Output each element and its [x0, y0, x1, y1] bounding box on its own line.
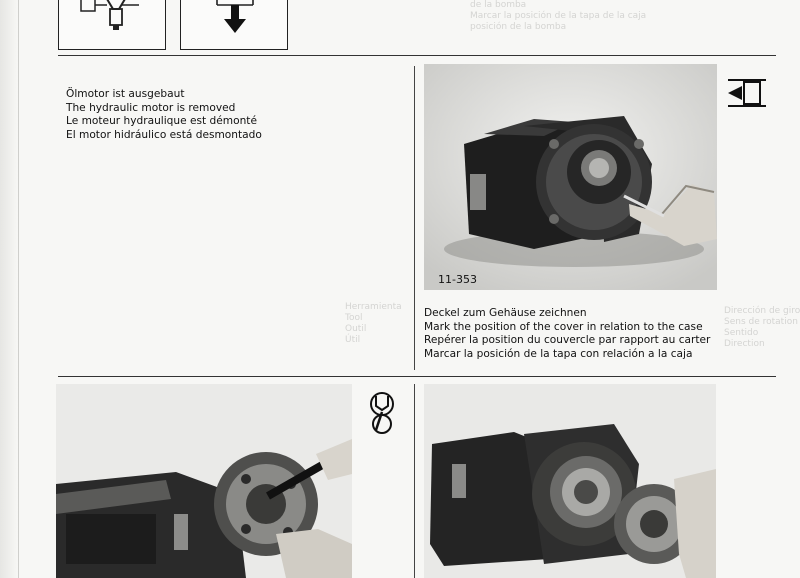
column-divider-upper — [414, 66, 415, 370]
caption-line-fr: Le moteur hydraulique est démonté — [66, 115, 257, 128]
column-divider-lower — [414, 384, 415, 578]
page-edge — [0, 0, 18, 578]
rule-middle — [58, 376, 776, 377]
rule-top — [58, 55, 776, 56]
tool-icon-wrap — [362, 390, 400, 440]
photo-mark-cover-drawing — [424, 64, 717, 290]
photo-remove-cover-screws — [56, 384, 352, 578]
bleed-line: Sens de rotation — [724, 317, 798, 327]
top-left-icon-box — [58, 0, 166, 50]
mark-arrow-icon — [726, 76, 768, 112]
downward-arrow-icon — [181, 0, 287, 49]
caption-line-en: Mark the position of the cover in relation to the case — [424, 320, 703, 333]
bleed-line: Tool — [345, 313, 363, 323]
caption-line-en: The hydraulic motor is removed — [66, 101, 236, 114]
caption-line-fr: Repérer la position du couvercle par rapport au carter — [424, 334, 711, 347]
caption-line-de: Deckel zum Gehäuse zeichnen — [424, 307, 587, 319]
bleed-through-top-right — [470, 0, 646, 33]
caption-motor-removed — [66, 88, 262, 142]
bleed-line: Dirección de giro — [724, 306, 800, 316]
bleed-line: posición de la bomba — [470, 22, 567, 32]
bleed-line: Herramienta — [345, 302, 402, 312]
bleed-line: Sentido — [724, 328, 759, 338]
photo-remove-cover-drawing — [56, 384, 352, 578]
wrench-tool-icon — [362, 390, 400, 436]
bleed-line: de la bomba — [470, 0, 527, 10]
motor-coupling-icon — [59, 0, 165, 49]
bleed-line: Útil — [345, 335, 361, 345]
bleed-through-middle-left — [345, 302, 402, 346]
top-middle-icon-box — [180, 0, 288, 50]
photo-mark-cover — [424, 64, 717, 290]
bleed-through-middle-right — [724, 306, 800, 350]
bleed-line: Outil — [345, 324, 367, 334]
photo-cover-removed-drawing — [424, 384, 716, 578]
bleed-line: Marcar la posición de la tapa de la caja — [470, 11, 647, 21]
page-left-border — [18, 0, 19, 578]
caption-line-es: El motor hidráulico está desmontado — [66, 128, 262, 141]
caption-mark-cover — [424, 307, 710, 361]
caption-line-de: Ölmotor ist ausgebaut — [66, 88, 185, 100]
caption-line-es: Marcar la posición de la tapa con relación a la caja — [424, 347, 693, 360]
figure-number: 11-353 — [438, 273, 477, 286]
bleed-line: Direction — [724, 339, 765, 349]
photo-cover-removed — [424, 384, 716, 578]
mark-icon-wrap — [726, 76, 768, 116]
